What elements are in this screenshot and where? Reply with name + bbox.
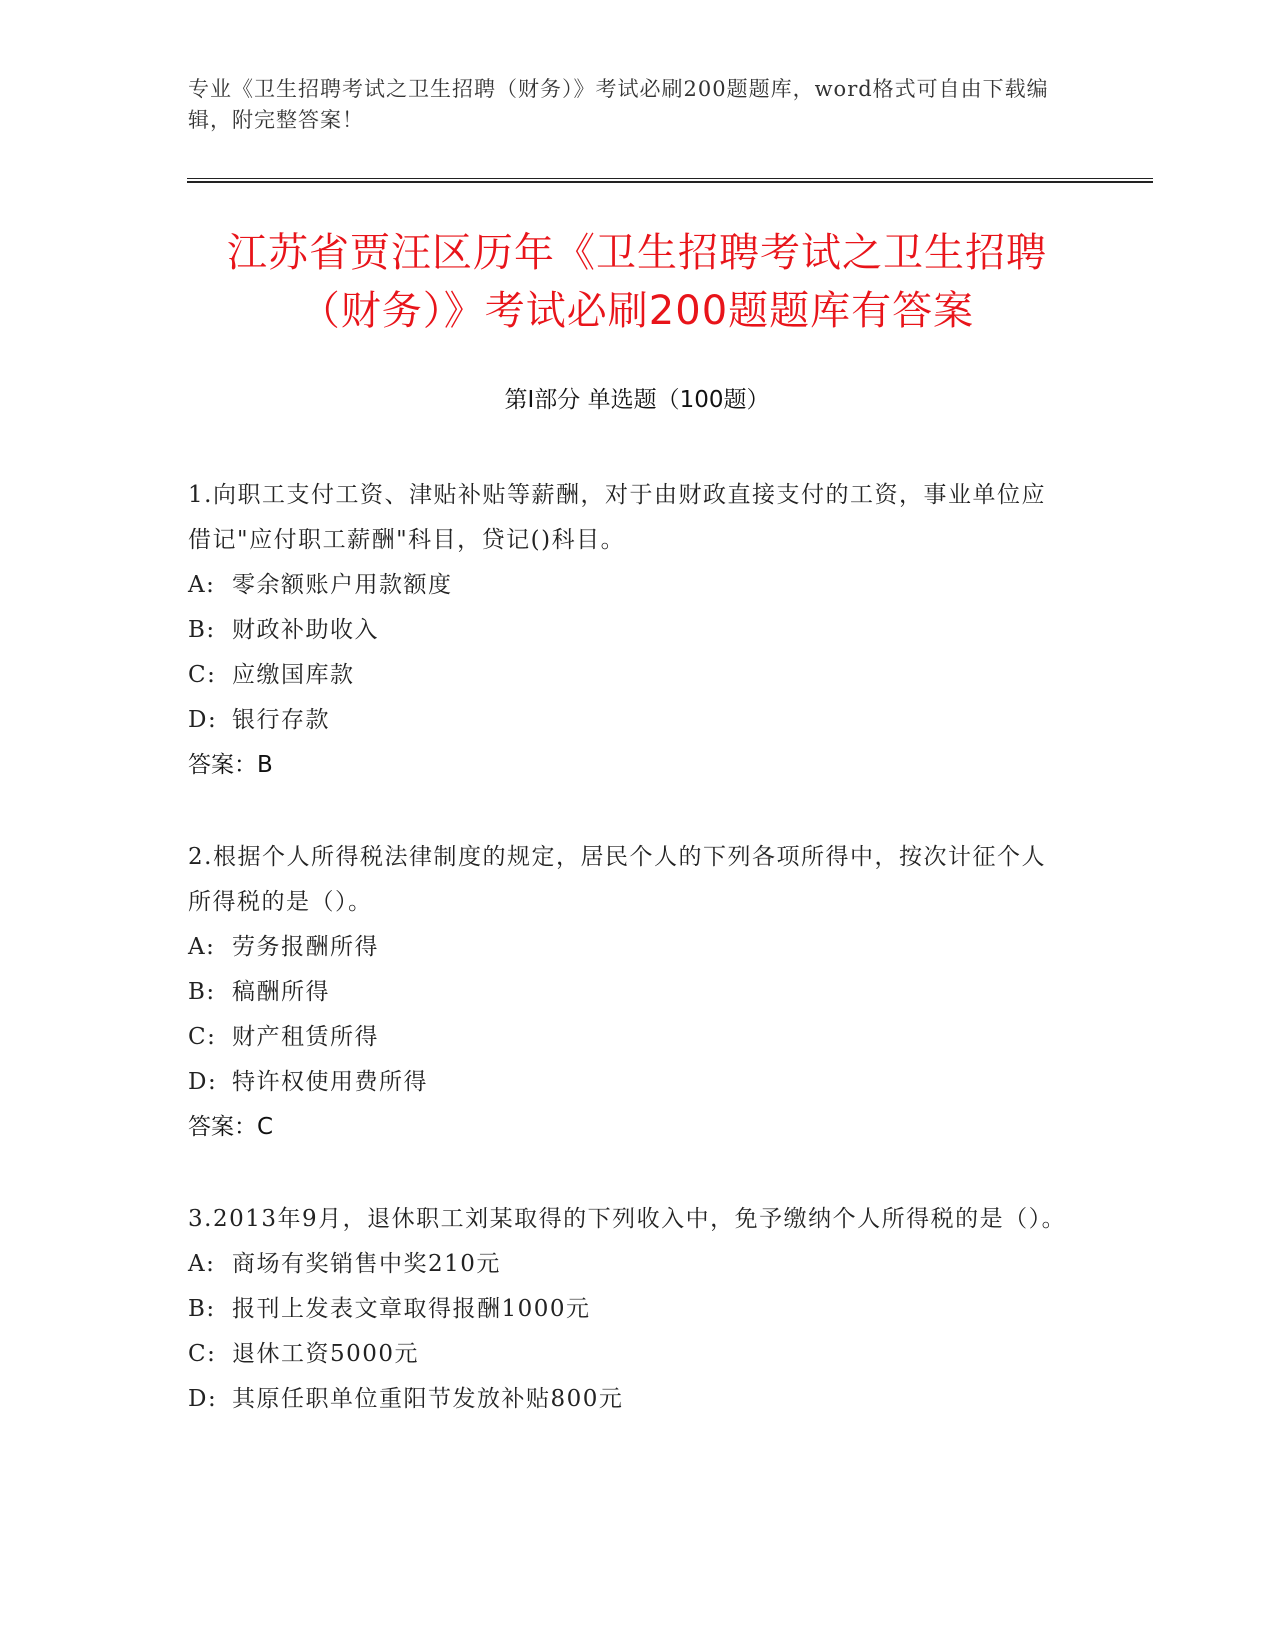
- option-text: 退休工资5000元: [232, 1341, 420, 1367]
- option-text: 其原任职单位重阳节发放补贴800元: [232, 1386, 624, 1412]
- option-letter: B:: [188, 979, 216, 1005]
- question-3: [188, 1197, 1068, 1422]
- option-letter: A:: [188, 1251, 216, 1277]
- header-divider-thin: [187, 178, 1153, 179]
- question-2: [188, 835, 1068, 1150]
- option-text: 特许权使用费所得: [232, 1069, 428, 1095]
- option-letter: D:: [188, 1386, 218, 1412]
- section-title: 第Ⅰ部分 单选题（100题）: [504, 387, 770, 413]
- option-letter: D:: [188, 1069, 218, 1095]
- header-note: 专业《卫生招聘考试之卫生招聘（财务）》考试必刷200题题库，word格式可自由下载编辑，附完整答案！: [188, 77, 1049, 132]
- option-a: [188, 925, 1068, 970]
- option-text: 报刊上发表文章取得报酬1000元: [232, 1296, 591, 1322]
- question-stem: 3.2013年9月，退休职工刘某取得的下列收入中，免予缴纳个人所得税的是（）。: [188, 1206, 1067, 1232]
- option-letter: C:: [188, 662, 217, 688]
- option-b: [188, 608, 1068, 653]
- option-c: [188, 653, 1068, 698]
- document-title: 江苏省贾汪区历年《卫生招聘考试之卫生招聘（财务）》考试必刷200题题库有答案: [227, 230, 1047, 334]
- option-letter: A:: [188, 572, 216, 598]
- option-c: [188, 1332, 1068, 1377]
- answer: 答案：C: [188, 1114, 274, 1140]
- option-letter: C:: [188, 1341, 217, 1367]
- option-letter: B:: [188, 617, 216, 643]
- option-text: 零余额账户用款额度: [232, 572, 453, 598]
- answer: 答案：B: [188, 752, 273, 778]
- option-text: 财产租赁所得: [232, 1024, 379, 1050]
- option-b: [188, 970, 1068, 1015]
- option-letter: B:: [188, 1296, 216, 1322]
- option-d: [188, 1060, 1068, 1105]
- header-divider-thick: [187, 181, 1153, 183]
- option-letter: A:: [188, 934, 216, 960]
- option-letter: D:: [188, 707, 218, 733]
- option-letter: C:: [188, 1024, 217, 1050]
- option-a: [188, 563, 1068, 608]
- option-a: [188, 1242, 1068, 1287]
- option-d: [188, 1377, 1068, 1422]
- option-text: 稿酬所得: [232, 979, 330, 1005]
- option-text: 应缴国库款: [232, 662, 355, 688]
- option-d: [188, 698, 1068, 743]
- option-text: 银行存款: [232, 707, 330, 733]
- option-b: [188, 1287, 1068, 1332]
- question-1: [188, 473, 1068, 788]
- question-stem: 1.向职工支付工资、津贴补贴等薪酬，对于由财政直接支付的工资，事业单位应借记"应付职工薪酬"科目，贷记()科目。: [188, 482, 1046, 553]
- option-text: 财政补助收入: [232, 617, 379, 643]
- option-text: 商场有奖销售中奖210元: [232, 1251, 501, 1277]
- option-c: [188, 1015, 1068, 1060]
- question-stem: 2.根据个人所得税法律制度的规定，居民个人的下列各项所得中，按次计征个人所得税的是（）。: [188, 844, 1046, 915]
- option-text: 劳务报酬所得: [232, 934, 379, 960]
